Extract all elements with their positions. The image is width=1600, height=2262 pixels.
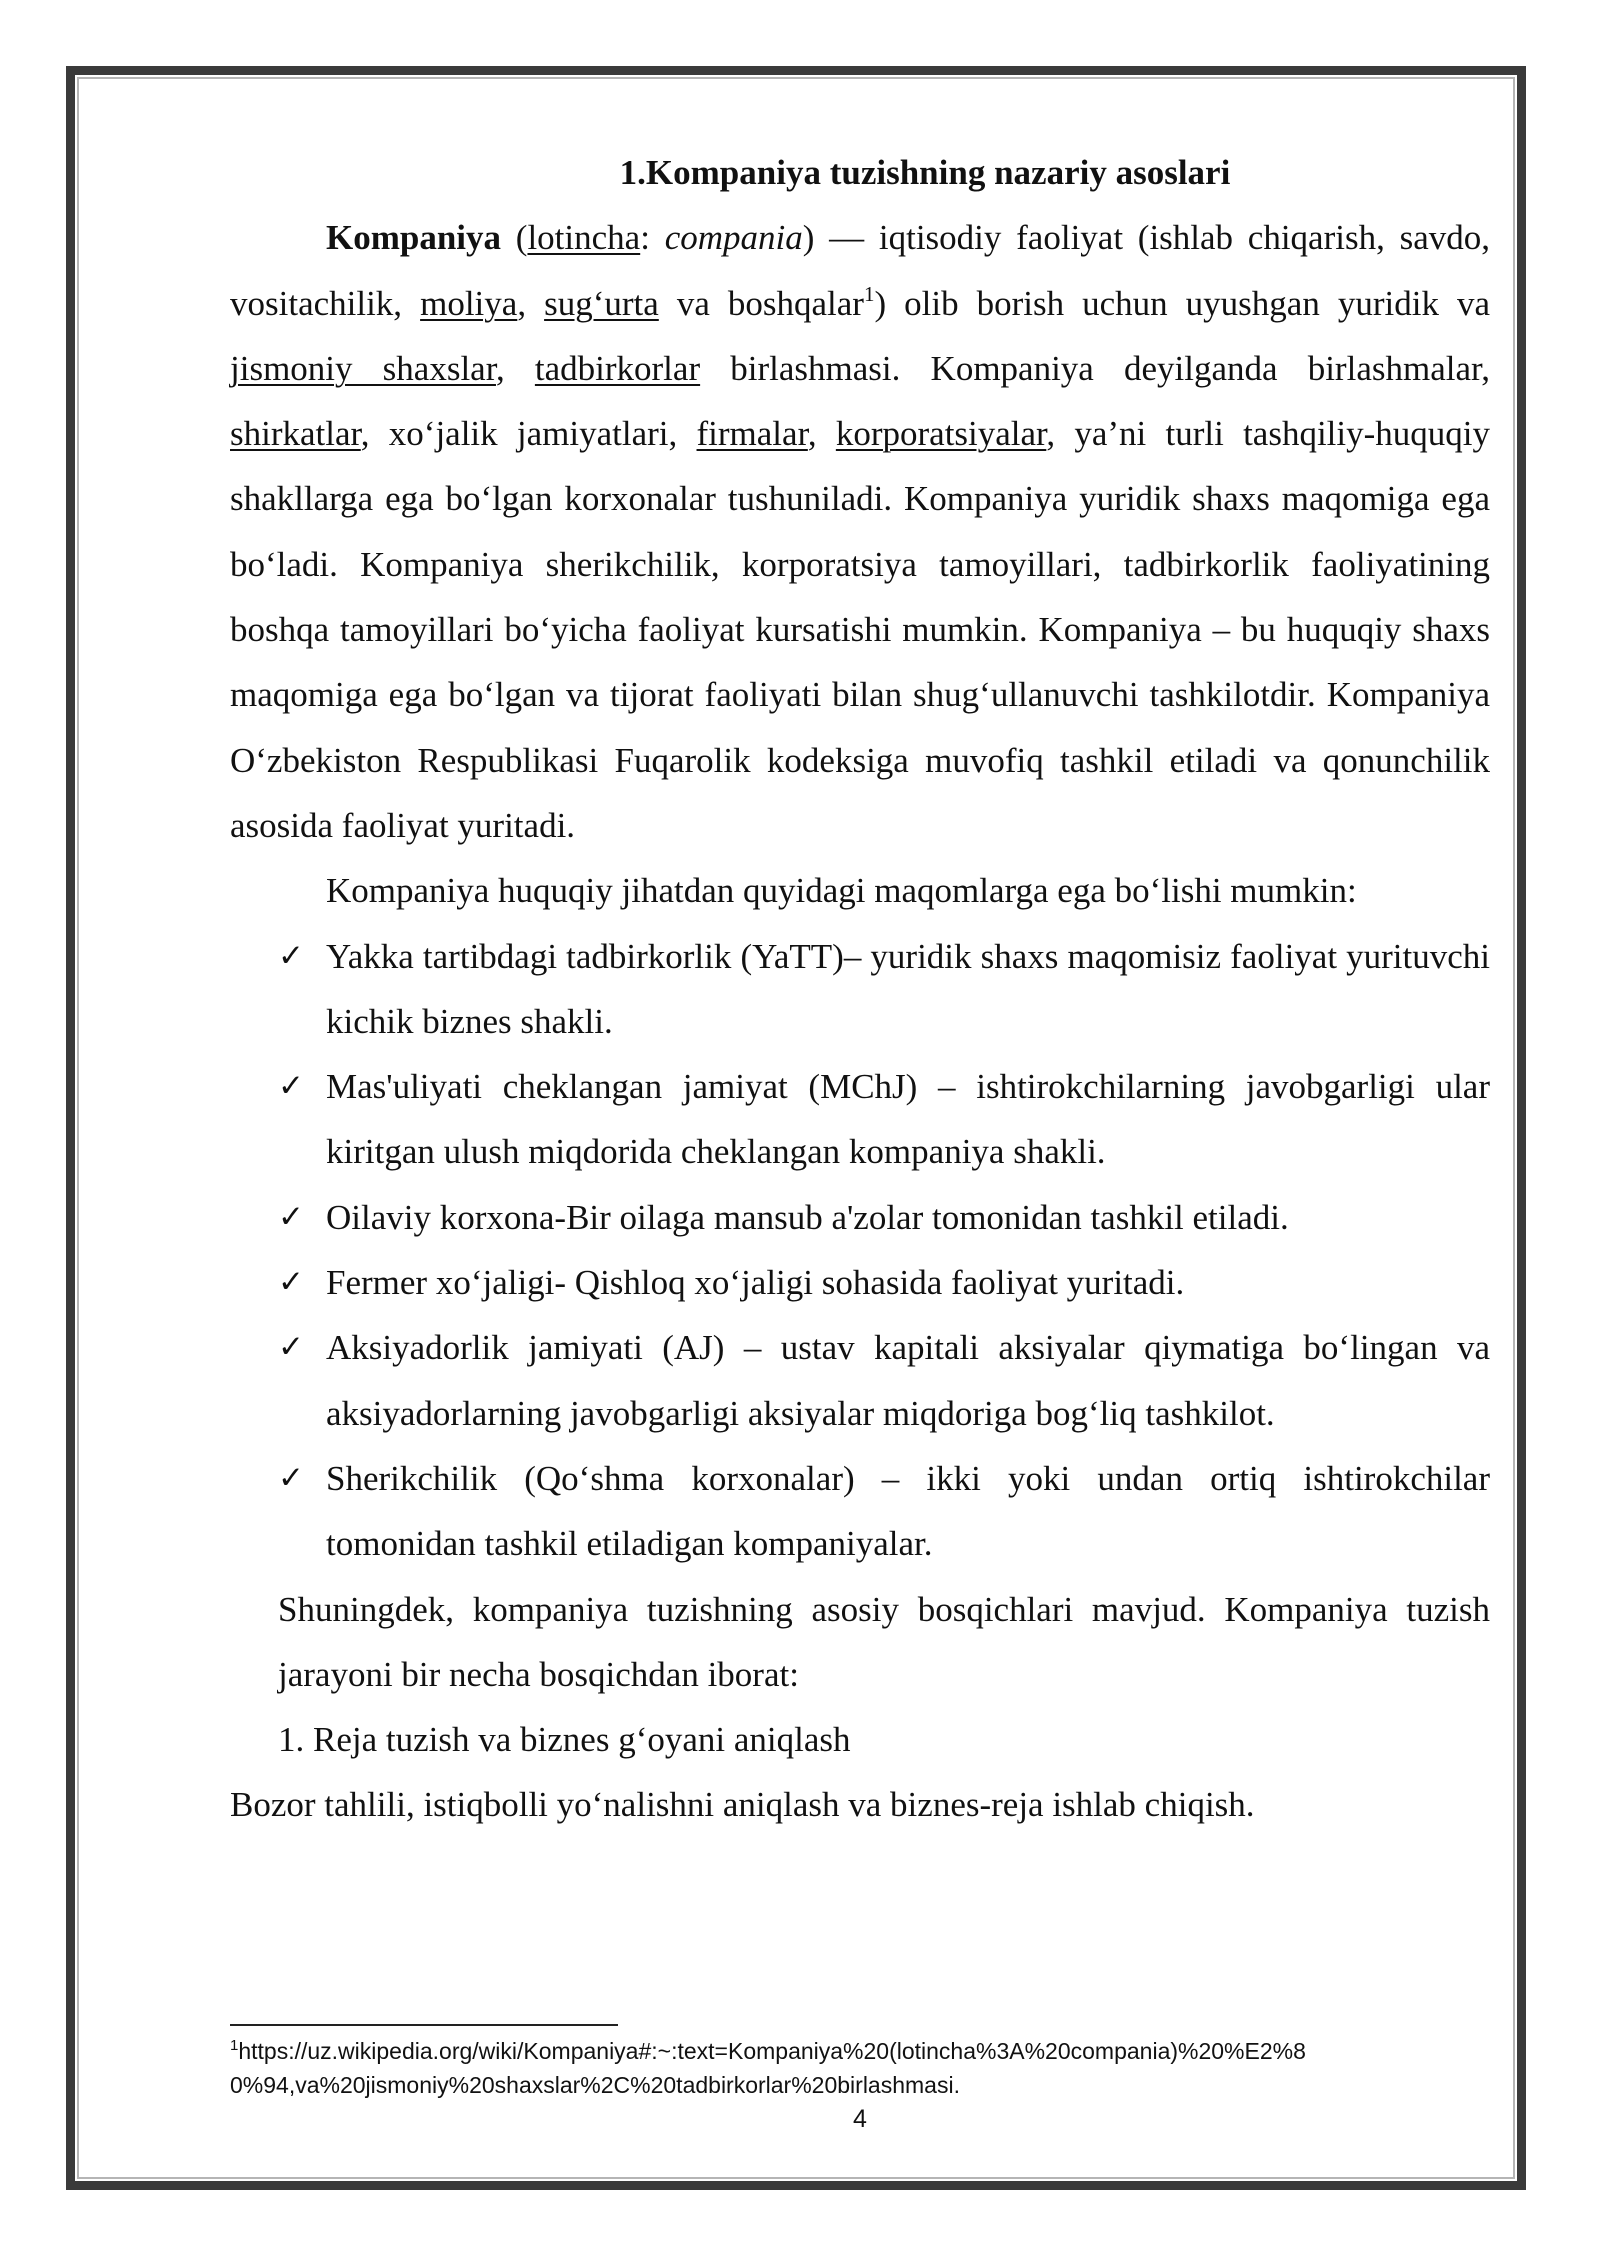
footnote-number: 1: [230, 2037, 239, 2054]
checkmark-icon: ✓: [278, 1068, 304, 1105]
list-item-text: Fermer xo‘jaligi- Qishloq xo‘jaligi sohasida faoliyat yuritadi.: [326, 1263, 1185, 1303]
text-fragment: ) — iqtisodiy faoliyat (ishlab chiqarish, savdo, vositachilik,: [230, 218, 1490, 323]
text-fragment: , xo‘jalik jamiyatlari,: [360, 414, 697, 454]
link-firmalar[interactable]: firmalar: [696, 414, 808, 454]
link-korporatsiyalar[interactable]: korporatsiyalar: [835, 414, 1047, 454]
list-item: [230, 1054, 1490, 1185]
footnote-link[interactable]: https://uz.wikipedia.org/wiki/Kompaniya#:~:text=Kompaniya%20(lotincha%3A%20compania)%20%E2%80%94,va%20jismoniy%20shaxslar%2C%20tadbirkorlar%20birlashmasi.: [230, 2038, 1306, 2098]
checkmark-icon: ✓: [278, 1329, 304, 1366]
footnote-ref[interactable]: 1: [863, 281, 875, 306]
text-fragment: birlashmasi. Kompaniya deyilganda birlashmalar,: [700, 348, 1490, 388]
checkmark-icon: ✓: [278, 1459, 304, 1496]
text-fragment: , ya’ni turli tashqiliy-huquqiy shakllarga ega bo‘lgan korxonalar tushuniladi. Kompaniya yuridik shaxs maqomiga ega bo‘ladi. Kompaniya sherikchilik, korporatsiya tamoyillari, tadbirkorlik faoliyatining boshqa tamoyillari bo‘yicha faoliyat kursatishi mumkin. Kompaniya – bu huquqiy shaxs maqomiga ega bo‘lgan va tijorat faoliyati bilan shug‘ullanuvchi tashkilotdir. Kompaniya O‘zbekiston Respublikasi Fuqarolik kodeksiga muvofiq tashkil etiladi va qonunchilik asosida faoliyat yuritadi.: [230, 414, 1490, 845]
page-number: 4: [853, 2105, 867, 2133]
text-fragment: (: [501, 218, 528, 258]
list-item-text: Mas'uliyati cheklangan jamiyat (MChJ) – ishtirokchilarning javobgarligi ular kiritgan ulush miqdorida cheklangan kompaniya shakli.: [326, 1067, 1490, 1172]
closing-paragraph: Shuningdek, kompaniya tuzishning asosiy bosqichlari mavjud. Kompaniya tuzish jarayoni bir necha bosqichdan iborat:: [278, 1589, 1490, 1694]
term-bold: Kompaniya: [326, 218, 502, 258]
link-jismoniy-shaxslar[interactable]: jismoniy shaxslar: [230, 348, 496, 388]
text-fragment: ,: [517, 283, 545, 323]
text-fragment: ,: [495, 348, 535, 388]
text-fragment: ) olib borish uchun uyushgan yuridik va: [874, 283, 1491, 323]
list-item: [230, 924, 1490, 1055]
footnote-divider: [230, 2024, 618, 2026]
list-item: [230, 1185, 1490, 1250]
list-item-text: Yakka tartibdagi tadbirkorlik (YaTT)– yuridik shaxs maqomisiz faoliyat yurituvchi kichik biznes shakli.: [326, 936, 1490, 1041]
status-list: [230, 924, 1490, 1577]
link-moliya[interactable]: moliya: [420, 283, 518, 323]
footnote: [230, 2034, 1330, 2102]
list-intro: Kompaniya huquqiy jihatdan quyidagi maqomlarga ega bo‘lishi mumkin:: [326, 871, 1357, 911]
list-item: [230, 1250, 1490, 1315]
link-sugurta[interactable]: sug‘urta: [544, 283, 659, 323]
text-fragment: ,: [807, 414, 836, 454]
list-item: [230, 1315, 1490, 1446]
link-tadbirkorlar[interactable]: tadbirkorlar: [534, 348, 701, 388]
step-description: Bozor tahlili, istiqbolli yo‘nalishni aniqlash va biznes-reja ishlab chiqish.: [230, 1785, 1255, 1825]
text-fragment: :: [640, 218, 665, 258]
term-latin: compania: [664, 218, 803, 258]
list-item-text: Oilaviy korxona-Bir oilaga mansub a'zolar tomonidan tashkil etiladi.: [326, 1197, 1289, 1237]
list-item-text: Sherikchilik (Qo‘shma korxonalar) – ikki yoki undan ortiq ishtirokchilar tomonidan tashkil etiladigan kompaniyalar.: [326, 1458, 1490, 1564]
list-item-text: Aksiyadorlik jamiyati (AJ) – ustav kapitali aksiyalar qiymatiga bo‘lingan va aksiyadorlarning javobgarligi aksiyalar miqdoriga bog‘liq tashkilot.: [326, 1328, 1490, 1433]
section-title: 1.Kompaniya tuzishning nazariy asoslari: [619, 153, 1231, 192]
checkmark-icon: ✓: [278, 1198, 304, 1235]
document-body: [230, 140, 1490, 1838]
step-heading: 1. Reja tuzish va biznes g‘oyani aniqlash: [278, 1720, 851, 1760]
list-item: [230, 1446, 1490, 1577]
checkmark-icon: ✓: [278, 937, 304, 974]
intro-paragraph: [230, 205, 1490, 858]
link-lotincha[interactable]: lotincha: [527, 218, 641, 258]
link-shirkatlar[interactable]: shirkatlar: [230, 414, 361, 454]
checkmark-icon: ✓: [278, 1264, 304, 1301]
text-fragment: va boshqalar: [658, 283, 864, 323]
